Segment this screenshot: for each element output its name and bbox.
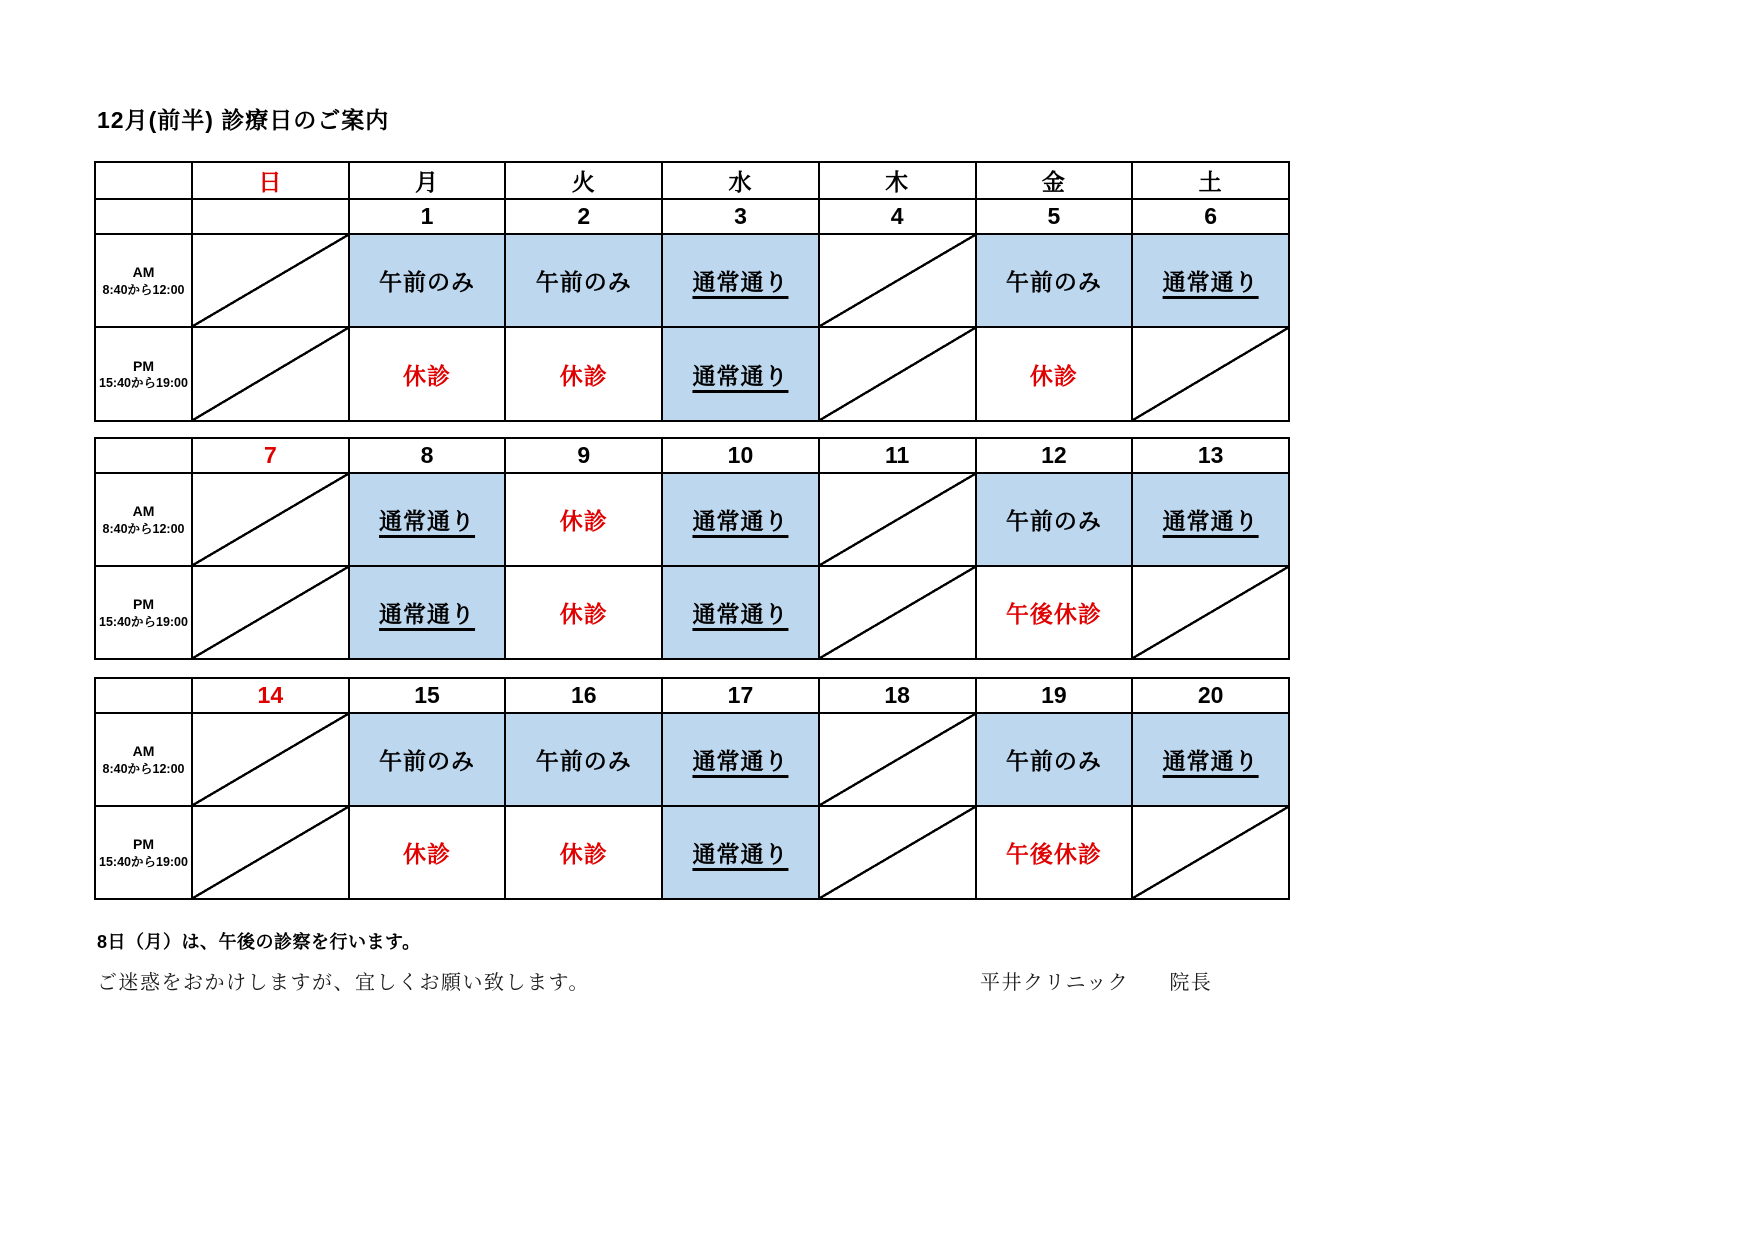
schedule-cell: 午前のみ [349, 713, 506, 806]
date-cell: 15 [349, 678, 506, 713]
schedule-cell [192, 473, 349, 566]
week3-table [94, 677, 1290, 900]
am-row-label [95, 473, 192, 566]
schedule-cell: 休診 [505, 566, 662, 659]
schedule-cell: 通常通り [349, 566, 506, 659]
date-cell: 7 [192, 438, 349, 473]
schedule-cell: 午前のみ [976, 234, 1133, 327]
date-cell [192, 199, 349, 234]
date-row-week1 [95, 199, 1289, 234]
date-cell: 5 [976, 199, 1133, 234]
am-row-week1 [95, 234, 1289, 327]
am-time-range: 8:40から12:00 [102, 521, 185, 536]
pm-time-range: 15:40から19:00 [99, 854, 188, 869]
pm-row-label [95, 566, 192, 659]
date-cell: 12 [976, 438, 1133, 473]
schedule-cell: 通常通り [1132, 473, 1289, 566]
schedule-cell [819, 234, 976, 327]
schedule-cell: 通常通り [662, 713, 819, 806]
week1-table [94, 161, 1290, 422]
day-header-thu: 木 [819, 162, 976, 199]
date-cell: 17 [662, 678, 819, 713]
schedule-cell [192, 566, 349, 659]
schedule-cell [192, 234, 349, 327]
date-cell: 8 [349, 438, 506, 473]
schedule-cell: 午前のみ [505, 234, 662, 327]
schedule-cell [819, 327, 976, 421]
date-cell: 14 [192, 678, 349, 713]
schedule-cell [819, 806, 976, 899]
schedule-cell [192, 806, 349, 899]
schedule-cell: 通常通り [662, 234, 819, 327]
schedule-cell [192, 327, 349, 421]
schedule-cell [1132, 806, 1289, 899]
clinic-name: 平井クリニック [980, 972, 1130, 994]
date-cell: 3 [662, 199, 819, 234]
am-row-label [95, 234, 192, 327]
date-row-week2 [95, 438, 1289, 473]
schedule-cell [1132, 327, 1289, 421]
am-label: AM [132, 264, 155, 281]
schedule-cell [1132, 566, 1289, 659]
am-row-label [95, 713, 192, 806]
date-cell: 9 [505, 438, 662, 473]
date-cell: 2 [505, 199, 662, 234]
day-header-wed: 水 [662, 162, 819, 199]
day-header-tue: 火 [505, 162, 662, 199]
schedule-cell: 午後休診 [976, 806, 1133, 899]
day-header-mon: 月 [349, 162, 506, 199]
date-cell: 11 [819, 438, 976, 473]
pm-row-week2 [95, 566, 1289, 659]
date-cell: 20 [1132, 678, 1289, 713]
director-title: 院長 [1169, 972, 1213, 994]
schedule-cell [819, 473, 976, 566]
footer-note-1: 8日（月）は、午後の診察を行います。 [97, 932, 421, 952]
schedule-cell: 通常通り [662, 566, 819, 659]
date-cell: 1 [349, 199, 506, 234]
clinic-signature [980, 966, 1212, 995]
blank-label-cell [95, 438, 192, 473]
pm-row-week3 [95, 806, 1289, 899]
date-cell: 16 [505, 678, 662, 713]
pm-label: PM [133, 596, 154, 613]
date-cell: 13 [1132, 438, 1289, 473]
date-row-week3 [95, 678, 1289, 713]
date-cell: 10 [662, 438, 819, 473]
schedule-cell: 通常通り [662, 327, 819, 421]
schedule-cell: 午前のみ [505, 713, 662, 806]
date-cell: 18 [819, 678, 976, 713]
page-title: 12月(前半) 診療日のご案内 [97, 107, 390, 133]
pm-row-label [95, 806, 192, 899]
pm-label: PM [133, 357, 154, 374]
pm-time-range: 15:40から19:00 [99, 376, 188, 391]
schedule-cell: 通常通り [662, 473, 819, 566]
schedule-cell: 休診 [505, 327, 662, 421]
schedule-cell: 通常通り [1132, 234, 1289, 327]
schedule-cell [819, 566, 976, 659]
pm-row-label [95, 327, 192, 421]
schedule-cell: 休診 [505, 473, 662, 566]
schedule-cell: 通常通り [662, 806, 819, 899]
pm-row-week1 [95, 327, 1289, 421]
pm-time-range: 15:40から19:00 [99, 614, 188, 629]
schedule-cell: 通常通り [349, 473, 506, 566]
schedule-cell [192, 713, 349, 806]
am-row-week3 [95, 713, 1289, 806]
schedule-cell: 休診 [505, 806, 662, 899]
schedule-cell: 午前のみ [349, 234, 506, 327]
date-cell: 4 [819, 199, 976, 234]
am-time-range: 8:40から12:00 [102, 282, 185, 297]
date-cell: 6 [1132, 199, 1289, 234]
day-header-row [95, 162, 1289, 199]
blank-label-cell [95, 678, 192, 713]
am-time-range: 8:40から12:00 [102, 761, 185, 776]
week2-table [94, 437, 1290, 660]
schedule-cell: 休診 [976, 327, 1133, 421]
day-header-fri: 金 [976, 162, 1133, 199]
schedule-cell: 休診 [349, 806, 506, 899]
schedule-cell: 午前のみ [976, 473, 1133, 566]
schedule-cell: 通常通り [1132, 713, 1289, 806]
schedule-cell: 午前のみ [976, 713, 1133, 806]
footer-note-2: ご迷惑をおかけしますが、宜しくお願い致します。 [97, 972, 590, 994]
schedule-cell: 休診 [349, 327, 506, 421]
schedule-cell [819, 713, 976, 806]
am-row-week2 [95, 473, 1289, 566]
am-label: AM [132, 743, 155, 760]
am-label: AM [132, 503, 155, 520]
corner-cell [95, 162, 192, 199]
day-header-sun: 日 [192, 162, 349, 199]
date-cell: 19 [976, 678, 1133, 713]
pm-label: PM [133, 836, 154, 853]
day-header-sat: 土 [1132, 162, 1289, 199]
blank-label-cell [95, 199, 192, 234]
schedule-cell: 午後休診 [976, 566, 1133, 659]
